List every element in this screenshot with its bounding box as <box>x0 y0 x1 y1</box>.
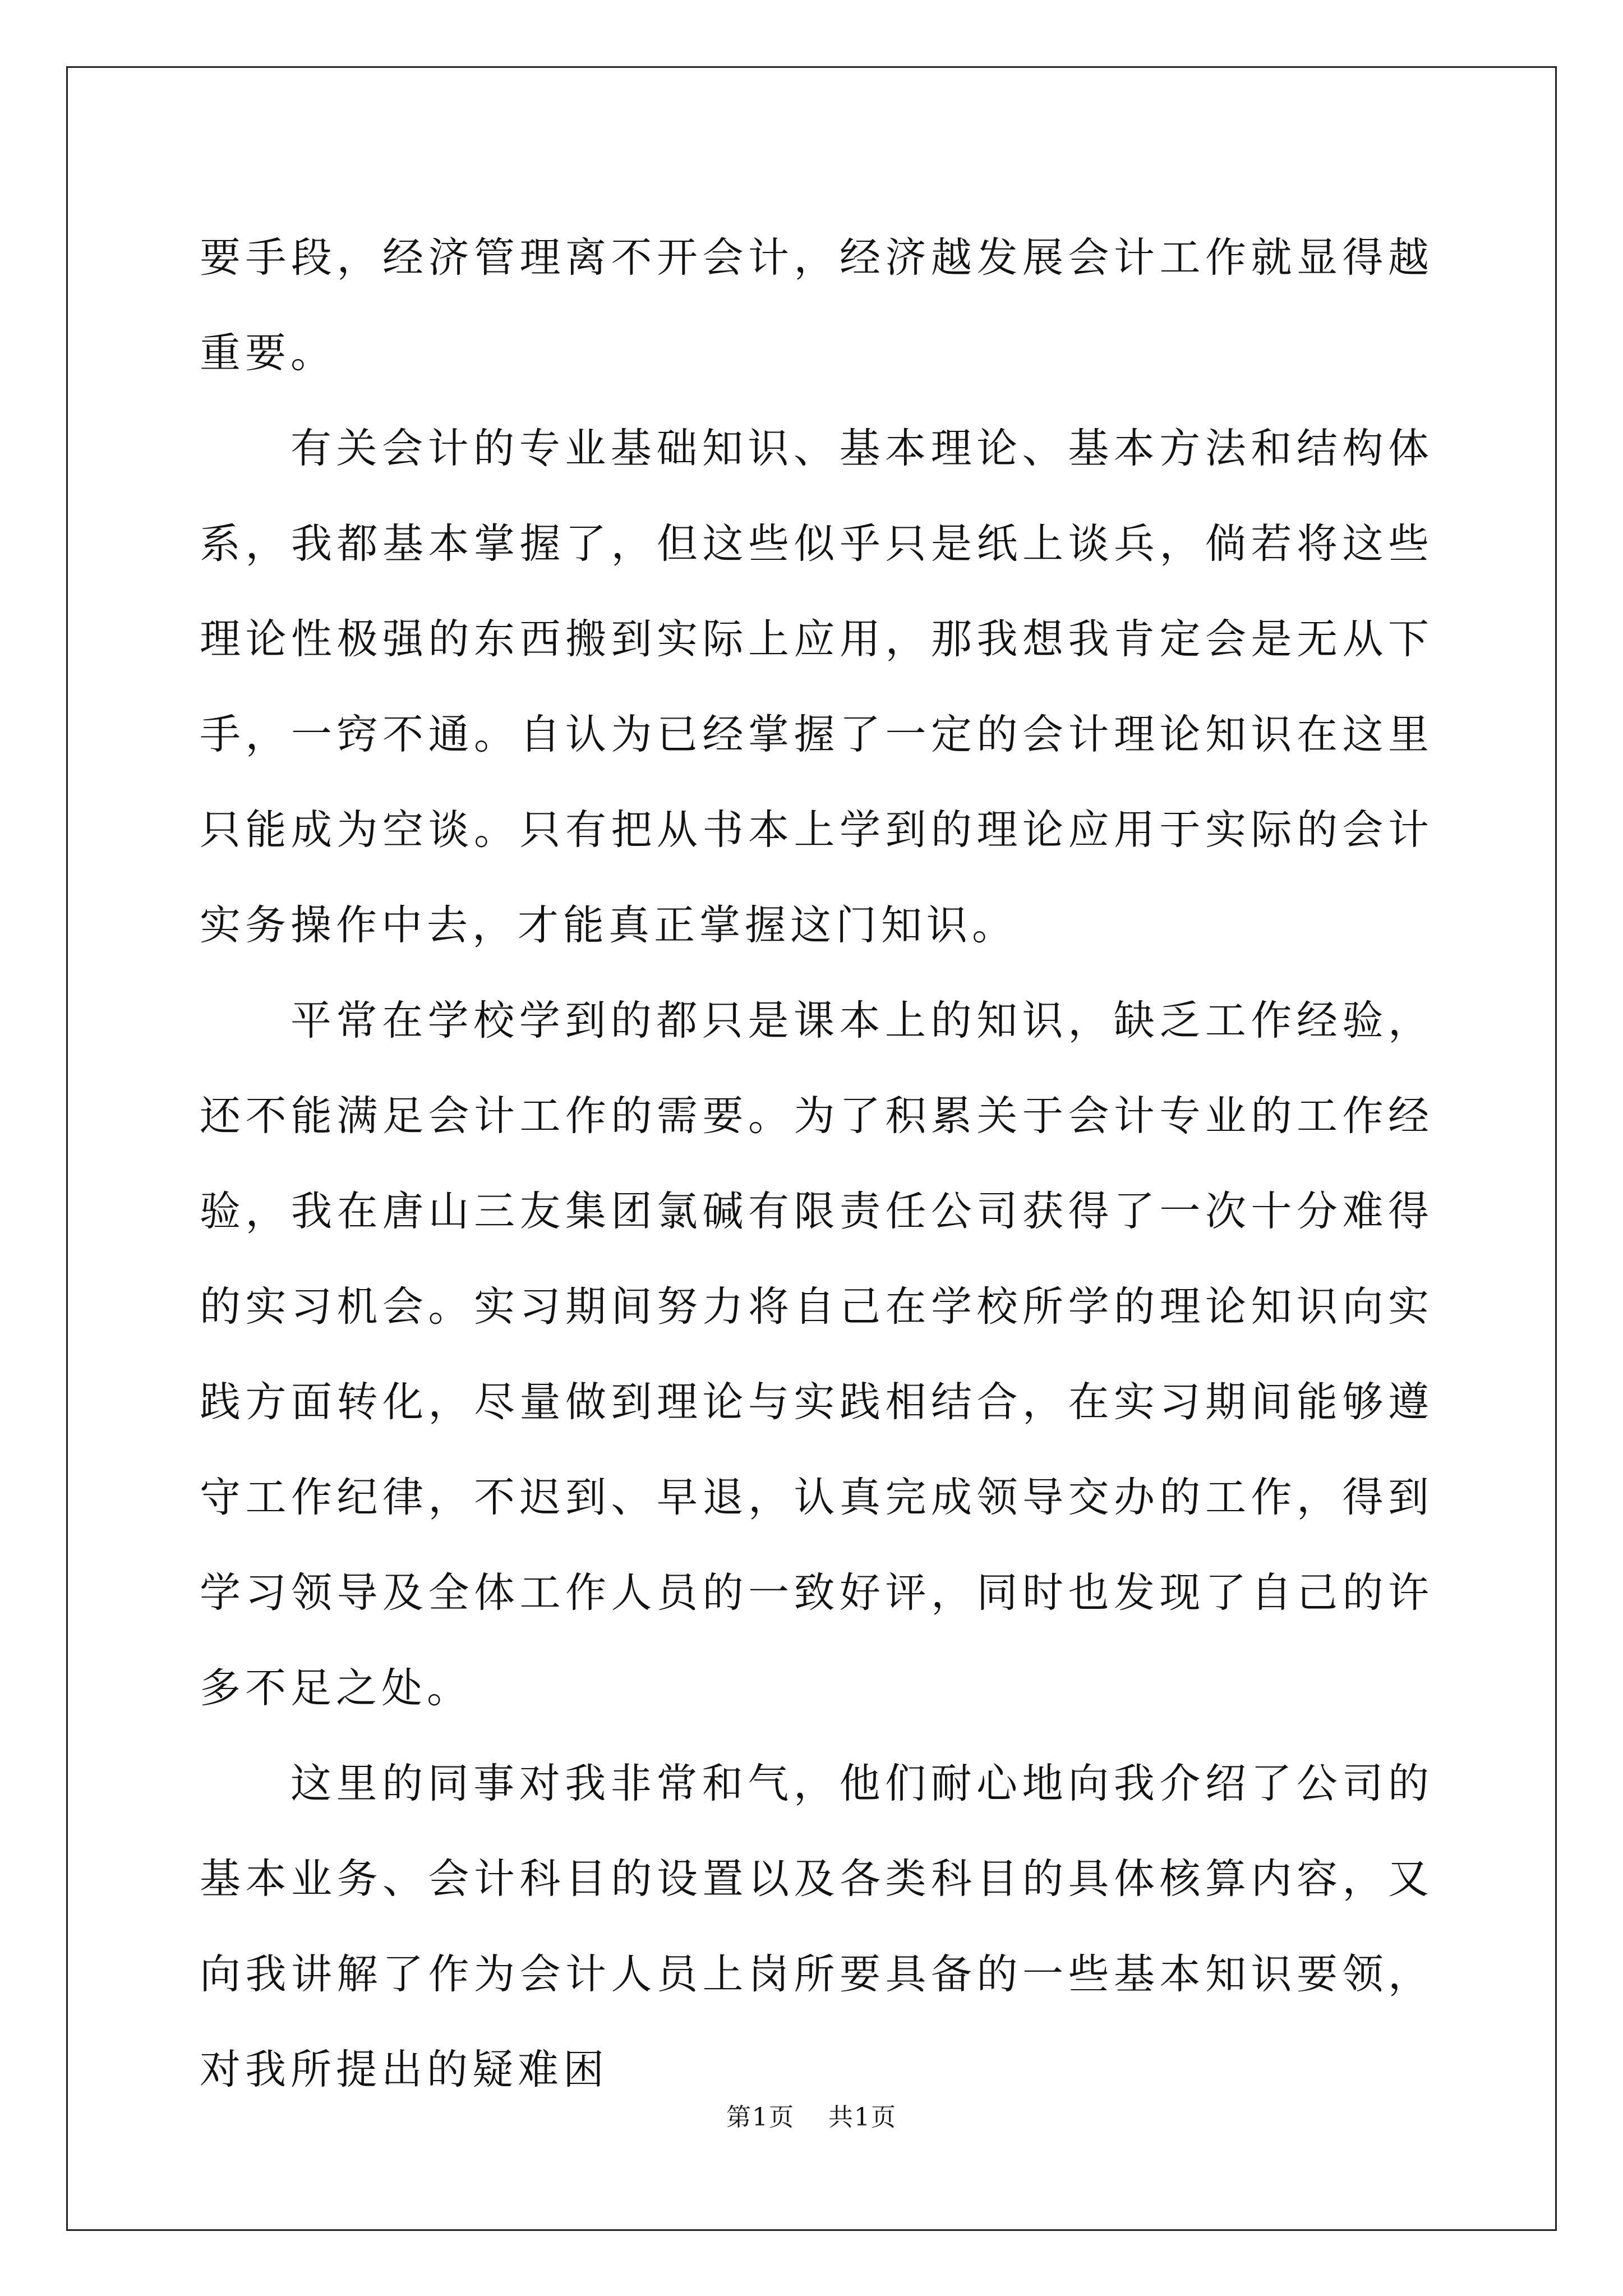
document-body <box>200 210 1433 2118</box>
page-number-current: 第1页 <box>726 2103 795 2132</box>
paragraph-accounting-knowledge: 有关会计的专业基础知识、基本理论、基本方法和结构体系，我都基本掌握了，但这些似乎只是纸上谈兵，倘若将这些理论性极强的东西搬到实际上应用，那我想我肯定会是无从下手，一窍不通。自认为已经掌握了一定的会计理论知识在这里只能成为空谈。只有把从书本上学到的理论应用于实际的会计实务操作中去，才能真正掌握这门知识。 <box>200 425 1433 949</box>
paragraph-internship: 平常在学校学到的都只是课本上的知识，缺乏工作经验，还不能满足会计工作的需要。为了积累关于会计专业的工作经验，我在唐山三友集团氯碱有限责任公司获得了一次十分难得的实习机会。实习期间努力将自己在学校所学的理论知识向实践方面转化，尽量做到理论与实践相结合，在实习期间能够遵守工作纪律，不迟到、早退，认真完成领导交办的工作，得到学习领导及全体工作人员的一致好评，同时也发现了自己的许多不足之处。 <box>200 997 1433 1712</box>
page-footer <box>0 2101 1623 2134</box>
paragraph-colleagues: 这里的同事对我非常和气，他们耐心地向我介绍了公司的基本业务、会计科目的设置以及各类科目的具体核算内容，又向我讲解了作为会计人员上岗所要具备的一些基本知识要领，对我所提出的疑难困 <box>200 1760 1433 2093</box>
paragraph-continued: 要手段，经济管理离不开会计，经济越发展会计工作就显得越重要。 <box>200 234 1433 377</box>
page-number-total: 共1页 <box>828 2103 897 2132</box>
